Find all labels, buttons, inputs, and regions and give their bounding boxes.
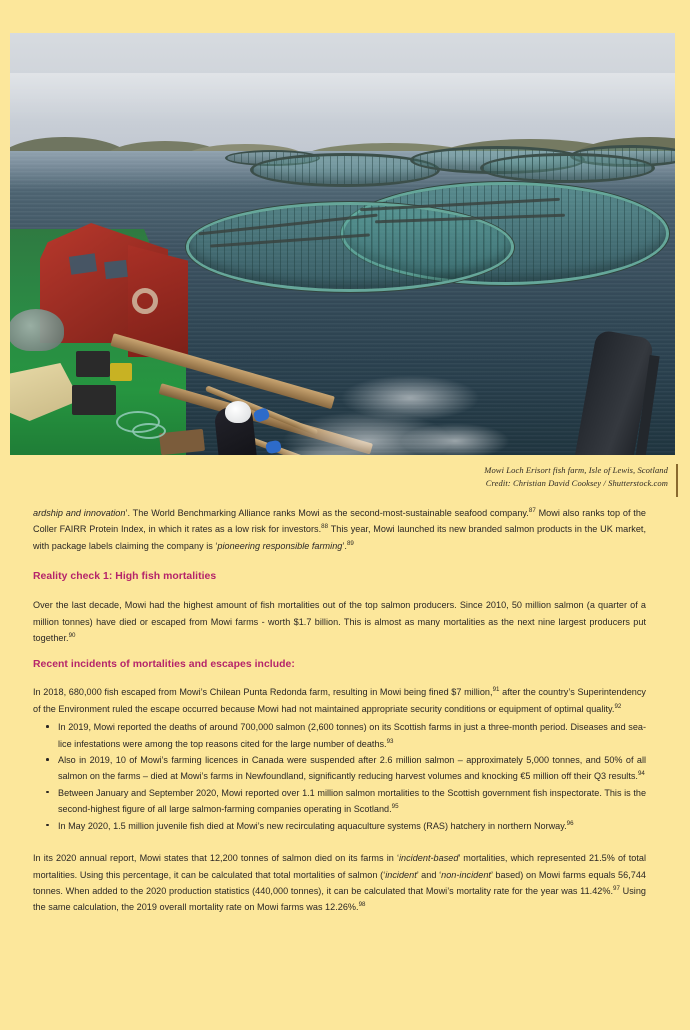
- list-item: [33, 752, 646, 785]
- report-text-1: In its 2020 annual report, Mowi states that 12,200 tonnes of salmon died on its farms in ‘: [33, 853, 399, 864]
- intro-text-2: Mowi also ranks top of the Coller FAIRR Protein Index, in which it rates as a low risk for investors.: [33, 508, 646, 535]
- caption-title: Mowi Loch Erisort fish farm, Isle of Lewis, Scotland: [484, 465, 668, 475]
- water-foam: [340, 375, 480, 421]
- spacer: [33, 554, 646, 571]
- photo-caption: [484, 464, 668, 490]
- report-text-4: ’ based) on Mowi farms equals 56,744 tonnes. When added to the 2020 production statistics (440,000 tonnes), it can be calculated that Mowi’s mortality rate for the year was 11.42%.: [33, 869, 646, 896]
- intro-text-4: ’.: [342, 540, 347, 551]
- deck-crate: [72, 385, 116, 415]
- paragraph-mortalities-text: Over the last decade, Mowi had the highest amount of fish mortalities out of the top salmon producers. Since 2010, 50 million salmon (a quarter of a million tonnes) have died or escaped from Mowi farms - worth $1.7 billion. This is almost as many mortalities as the next nine largest producers put together.: [33, 600, 646, 644]
- report-text-3: ’ and ‘: [416, 869, 442, 880]
- footnote-ref: 96: [566, 819, 574, 827]
- fish-pen: [480, 153, 655, 183]
- cabin-window: [104, 260, 128, 279]
- bullet-icon: [46, 758, 49, 761]
- report-text-2: ’ mortalities, which represented 21.5% of total mortalities. Using this percentage, it can be calculated that total mortalities of salmon (‘: [33, 853, 646, 880]
- bullet-icon: [46, 725, 49, 728]
- report-italic-3: non-incident: [441, 869, 491, 880]
- intro-italic-quote: pioneering responsible farming: [217, 540, 343, 551]
- report-italic-2: incident: [385, 869, 417, 880]
- footnote-ref: 89: [346, 539, 354, 547]
- deck-hatch: [159, 429, 205, 455]
- intro-text-1: ’. The World Benchmarking Alliance ranks Mowi as the second-most-sustainable seafood company.: [125, 508, 529, 518]
- spacer: [33, 582, 646, 597]
- net-pile: [10, 309, 64, 351]
- deck-crate: [76, 351, 110, 377]
- deck-crate: [110, 363, 132, 381]
- intro-paragraph: [33, 505, 646, 554]
- footnote-ref: 98: [358, 901, 366, 909]
- list-item-text: Between January and September 2020, Mowi reported over 1.1 million salmon mortalities to the Scottish government fish inspectorate. This is the second-highest figure of all large salmon-farming companies operating in Scotland.: [58, 787, 646, 815]
- sky: [10, 33, 675, 151]
- footnote-ref: 97: [613, 884, 620, 892]
- coiled-rope: [132, 423, 166, 439]
- list-item-text: In 2019, Mowi reported the deaths of around 700,000 salmon (2,600 tonnes) on its Scottish farms in just a three-month period. Diseases and sea-lice infestations were among the top reasons cited for the large number of deaths.: [58, 722, 646, 749]
- life-ring: [132, 288, 158, 314]
- caption-credit: Credit: Christian David Cooksey / Shutterstock.com: [485, 478, 668, 489]
- paragraph-chile-escape: [33, 684, 646, 717]
- footnote-ref: 95: [391, 803, 399, 811]
- footnote-ref: 92: [614, 702, 622, 710]
- list-item: [33, 719, 646, 752]
- intro-text-3: This year, Mowi launched its new branded salmon products in the UK market, with package labels claiming the company is ‘: [33, 524, 646, 551]
- worker-helmet-icon: [225, 401, 251, 423]
- list-item-text: In May 2020, 1.5 million juvenile fish died at Mowi’s new recirculating aquaculture systems (RAS) hatchery in northern Norway.: [58, 820, 567, 831]
- incidents-list: [33, 719, 646, 834]
- heading-reality-check-1: Reality check 1: High fish mortalities: [33, 571, 217, 583]
- fish-pen-large: [185, 201, 515, 293]
- caption-accent-bar: [676, 464, 678, 497]
- chile-text-2: after the country’s Superintendency of the Environment ruled the escape occurred because Mowi had not maintained appropriate security conditions or equipment of optimal quality.: [33, 687, 647, 714]
- spacer: [33, 646, 646, 659]
- footnote-ref: 93: [386, 737, 394, 745]
- article-photo: [10, 33, 675, 455]
- bullet-icon: [46, 824, 49, 827]
- bullet-icon: [46, 791, 49, 794]
- list-item: [33, 785, 646, 818]
- chile-text-1: In 2018, 680,000 fish escaped from Mowi’s Chilean Punta Redonda farm, resulting in Mowi being fined $7 million,: [33, 687, 493, 698]
- cabin-window: [69, 253, 97, 274]
- spacer: [33, 670, 646, 684]
- spacer: [33, 834, 646, 850]
- heading-recent-incidents: Recent incidents of mortalities and escapes include:: [33, 659, 295, 671]
- list-item: [33, 818, 646, 834]
- footnote-ref: 87: [528, 506, 536, 514]
- report-text-5: Using the same calculation, the 2019 overall mortality rate on Mowi farms was 12.26%.: [33, 885, 646, 913]
- footnote-ref: 90: [68, 632, 76, 639]
- report-italic-1: incident-based: [399, 853, 459, 864]
- paragraph-annual-report: [33, 850, 646, 916]
- intro-italic-lead: ardship and innovation: [33, 508, 126, 518]
- footnote-ref: 91: [492, 686, 500, 694]
- list-item-text: Also in 2019, 10 of Mowi’s farming licences in Canada were suspended after 2.6 million salmon – approximately 5,000 tonnes, and 50% of all salmon on the farms – died at Mowi’s farms in Newfoundland, significantly reducing harvest volumes and knocking €5 million off their Q3 results.: [58, 755, 646, 782]
- water-foam: [400, 423, 510, 455]
- photo-scene: [10, 33, 675, 455]
- footnote-ref: 88: [321, 523, 329, 531]
- paragraph-mortalities: [33, 597, 646, 646]
- article-body: [33, 505, 646, 916]
- footnote-ref: 94: [637, 770, 645, 778]
